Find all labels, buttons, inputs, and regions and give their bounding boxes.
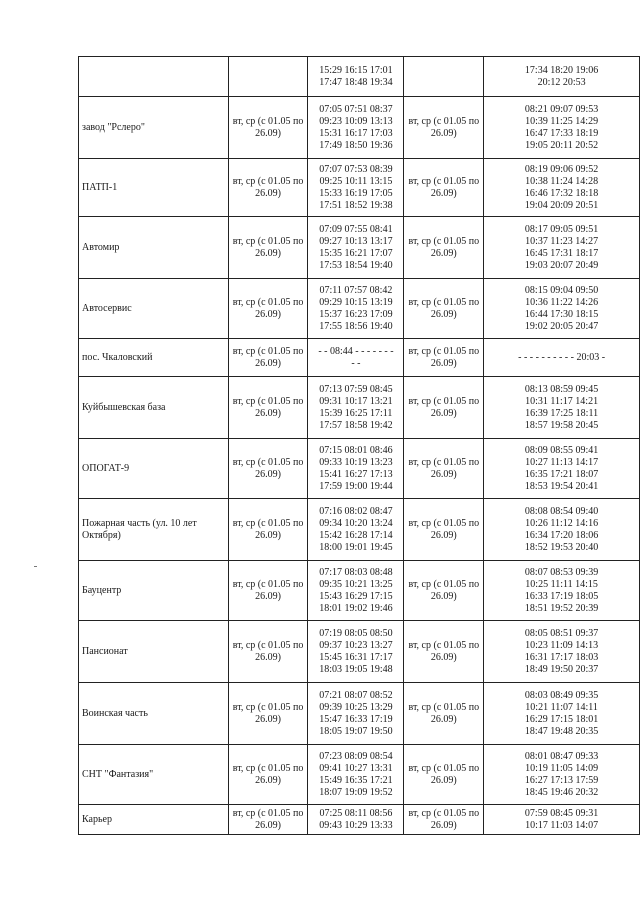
operating-days: вт, ср (с 01.05 по 26.09) (232, 762, 304, 786)
return-times-line: 19:05 20:11 20:52 (525, 139, 599, 151)
operating-days-return-cell (404, 217, 484, 279)
departure-times-cell (308, 217, 404, 279)
departure-times-cell (308, 377, 404, 439)
return-times-line: 19:04 20:09 20:51 (524, 199, 599, 211)
operating-days-return: вт, ср (с 01.05 по 26.09) (408, 639, 480, 663)
operating-days-cell (228, 805, 308, 835)
return-times-line: 08:01 08:47 09:33 (524, 750, 599, 762)
departure-times-line: 18:07 19:09 19:52 (319, 786, 393, 798)
operating-days-return: вт, ср (с 01.05 по 26.09) (408, 235, 480, 259)
operating-days-return: вт, ср (с 01.05 по 26.09) (408, 517, 480, 541)
departure-times-line: 15:31 16:17 17:03 (319, 127, 393, 139)
departure-times-line: 17:47 18:48 19:34 (319, 76, 393, 88)
operating-days-return-cell (404, 499, 484, 561)
table-row (79, 439, 640, 499)
departure-times-line: 15:41 16:27 17:13 (319, 468, 393, 480)
return-times-line: 18:47 19:48 20:35 (524, 725, 599, 737)
departure-times-line: 15:39 16:25 17:11 (319, 407, 393, 419)
departure-times-line: 15:29 16:15 17:01 (319, 64, 393, 76)
operating-days-return: вт, ср (с 01.05 по 26.09) (408, 175, 480, 199)
return-times-cell (484, 57, 640, 97)
stop-name-cell (79, 339, 229, 377)
operating-days-cell (228, 745, 308, 805)
return-times-cell (484, 279, 640, 339)
departure-times-cell (308, 499, 404, 561)
operating-days-cell (228, 621, 308, 683)
departure-times-line: 07:23 08:09 08:54 (319, 750, 393, 762)
return-times-cell (484, 805, 640, 835)
table-row (79, 217, 640, 279)
return-times-line: 10:31 11:17 14:21 (525, 395, 599, 407)
return-times-line: 08:05 08:51 09:37 (524, 627, 599, 639)
return-times-cell (484, 561, 640, 621)
return-times-line: 08:21 09:07 09:53 (524, 103, 599, 115)
operating-days-cell (228, 499, 308, 561)
departure-times-line: 15:47 16:33 17:19 (319, 713, 393, 725)
stop-name-cell (79, 279, 229, 339)
operating-days-cell (228, 683, 308, 745)
table-row (79, 57, 640, 97)
operating-days-return-cell (404, 621, 484, 683)
return-times-line: 16:34 17:20 18:06 (524, 529, 599, 541)
departure-times-line: 07:15 08:01 08:46 (319, 444, 393, 456)
operating-days: вт, ср (с 01.05 по 26.09) (232, 175, 304, 199)
departure-times-line: 17:59 19:00 19:44 (319, 480, 393, 492)
operating-days-return: вт, ср (с 01.05 по 26.09) (408, 701, 480, 725)
return-times-line: 19:02 20:05 20:47 (524, 320, 599, 332)
stop-name-cell (79, 439, 229, 499)
operating-days-return: вт, ср (с 01.05 по 26.09) (408, 456, 480, 480)
stop-name: пос. Чкаловский (82, 351, 153, 363)
stop-name-cell (79, 745, 229, 805)
stop-name-cell (79, 561, 229, 621)
return-times-cell (484, 683, 640, 745)
stop-name: Бауцентр (82, 584, 122, 596)
stop-name: Автосервис (82, 302, 132, 314)
return-times-cell (484, 97, 640, 159)
return-times-line: 07:59 08:45 09:31 (524, 807, 599, 819)
return-times-line: 10:23 11:09 14:13 (525, 639, 599, 651)
return-times-line: - - - - - - - - - - 20:03 - (518, 351, 606, 363)
table-row (79, 745, 640, 805)
stop-name: Карьер (82, 813, 112, 825)
return-times-line: 10:17 11:03 14:07 (525, 819, 599, 831)
departure-times-cell (308, 439, 404, 499)
operating-days: вт, ср (с 01.05 по 26.09) (232, 296, 304, 320)
return-times-line: 10:21 11:07 14:11 (525, 701, 598, 713)
stop-name-cell (79, 499, 229, 561)
operating-days-return: вт, ср (с 01.05 по 26.09) (408, 115, 480, 139)
operating-days-cell (228, 97, 308, 159)
departure-times-line: 15:43 16:29 17:15 (319, 590, 393, 602)
return-times-cell (484, 621, 640, 683)
departure-times-line: 15:45 16:31 17:17 (319, 651, 393, 663)
departure-times-cell (308, 683, 404, 745)
operating-days-cell (228, 377, 308, 439)
stop-name: ПАТП-1 (82, 181, 118, 193)
departure-times-line: 09:34 10:20 13:24 (319, 517, 393, 529)
departure-times-line: 15:37 16:23 17:09 (319, 308, 393, 320)
stop-name-cell (79, 377, 229, 439)
departure-times-line: 09:35 10:21 13:25 (319, 578, 393, 590)
operating-days-return-cell (404, 561, 484, 621)
stop-name-cell (79, 621, 229, 683)
operating-days-return-cell (404, 377, 484, 439)
departure-times-cell (308, 561, 404, 621)
operating-days-return: вт, ср (с 01.05 по 26.09) (408, 395, 480, 419)
return-times-cell (484, 339, 640, 377)
stop-name-cell (79, 805, 229, 835)
departure-times-line: 09:31 10:17 13:21 (319, 395, 393, 407)
departure-times-line: 09:37 10:23 13:27 (319, 639, 393, 651)
return-times-line: 08:15 09:04 09:50 (524, 284, 599, 296)
scan-speck (34, 566, 37, 567)
departure-times-line: 15:49 16:35 17:21 (319, 774, 393, 786)
operating-days-return: вт, ср (с 01.05 по 26.09) (408, 296, 480, 320)
departure-times-line: 18:03 19:05 19:48 (319, 663, 393, 675)
departure-times-line: 17:53 18:54 19:40 (319, 259, 393, 271)
operating-days-return-cell (404, 159, 484, 217)
operating-days: вт, ср (с 01.05 по 26.09) (232, 235, 304, 259)
operating-days-return-cell (404, 745, 484, 805)
return-times-line: 19:03 20:07 20:49 (524, 259, 599, 271)
return-times-line: 18:52 19:53 20:40 (524, 541, 599, 553)
stop-name-cell (79, 97, 229, 159)
return-times-line: 16:31 17:17 18:03 (524, 651, 599, 663)
operating-days-return: вт, ср (с 01.05 по 26.09) (408, 578, 480, 602)
return-times-line: 10:25 11:11 14:15 (525, 578, 598, 590)
departure-times-line: 09:43 10:29 13:33 (319, 819, 393, 831)
operating-days: вт, ср (с 01.05 по 26.09) (232, 578, 304, 602)
return-times-line: 18:45 19:46 20:32 (524, 786, 599, 798)
departure-times-line: 17:55 18:56 19:40 (319, 320, 393, 332)
return-times-cell (484, 217, 640, 279)
return-times-line: 08:03 08:49 09:35 (524, 689, 599, 701)
return-times-line: 16:46 17:32 18:18 (524, 187, 599, 199)
schedule-table (78, 56, 640, 835)
table-row (79, 621, 640, 683)
table-row (79, 499, 640, 561)
departure-times-line: 07:05 07:51 08:37 (319, 103, 393, 115)
departure-times-cell (308, 621, 404, 683)
return-times-cell (484, 499, 640, 561)
return-times-line: 08:17 09:05 09:51 (524, 223, 599, 235)
stop-name-cell (79, 57, 229, 97)
return-times-line: 08:13 08:59 09:45 (524, 383, 599, 395)
table-row (79, 159, 640, 217)
operating-days: вт, ср (с 01.05 по 26.09) (232, 701, 304, 725)
departure-times-line: 07:17 08:03 08:48 (319, 566, 393, 578)
operating-days-return-cell (404, 339, 484, 377)
departure-times-cell (308, 745, 404, 805)
return-times-line: 10:36 11:22 14:26 (525, 296, 599, 308)
stop-name: Пожарная часть (ул. 10 лет Октября) (82, 517, 197, 541)
return-times-cell (484, 159, 640, 217)
departure-times-cell (308, 279, 404, 339)
return-times-line: 16:39 17:25 18:11 (525, 407, 599, 419)
return-times-line: 10:19 11:05 14:09 (525, 762, 599, 774)
return-times-line: 10:37 11:23 14:27 (525, 235, 599, 247)
return-times-cell (484, 745, 640, 805)
stop-name: Автомир (82, 241, 120, 253)
stop-name: Пансионат (82, 645, 128, 657)
operating-days-return-cell (404, 97, 484, 159)
operating-days-return: вт, ср (с 01.05 по 26.09) (408, 345, 480, 369)
return-times-line: 16:45 17:31 18:17 (524, 247, 599, 259)
departure-times-line: 07:19 08:05 08:50 (319, 627, 393, 639)
operating-days: вт, ср (с 01.05 по 26.09) (232, 639, 304, 663)
departure-times-line: - - (351, 357, 361, 369)
departure-times-line: 09:41 10:27 13:31 (319, 762, 393, 774)
table-row (79, 683, 640, 745)
departure-times-line: 17:51 18:52 19:38 (319, 199, 393, 211)
return-times-line: 10:38 11:24 14:28 (525, 175, 599, 187)
departure-times-cell (308, 57, 404, 97)
table-row (79, 97, 640, 159)
departure-times-line: 07:09 07:55 08:41 (319, 223, 393, 235)
return-times-line: 08:08 08:54 09:40 (524, 505, 599, 517)
operating-days-return-cell (404, 683, 484, 745)
departure-times-line: 18:01 19:02 19:46 (319, 602, 393, 614)
departure-times-line: 07:16 08:02 08:47 (319, 505, 393, 517)
operating-days: вт, ср (с 01.05 по 26.09) (232, 807, 304, 831)
return-times-line: 10:26 11:12 14:16 (525, 517, 599, 529)
departure-times-line: 17:57 18:58 19:42 (319, 419, 393, 431)
operating-days-return-cell (404, 57, 484, 97)
return-times-line: 16:35 17:21 18:07 (524, 468, 599, 480)
return-times-line: 16:27 17:13 17:59 (524, 774, 599, 786)
departure-times-line: 15:42 16:28 17:14 (319, 529, 393, 541)
departure-times-line: 09:29 10:15 13:19 (319, 296, 393, 308)
operating-days-return-cell (404, 439, 484, 499)
operating-days: вт, ср (с 01.05 по 26.09) (232, 395, 304, 419)
departure-times-line: 09:25 10:11 13:15 (319, 175, 393, 187)
operating-days: вт, ср (с 01.05 по 26.09) (232, 456, 304, 480)
departure-times-line: 18:00 19:01 19:45 (319, 541, 393, 553)
return-times-line: 18:49 19:50 20:37 (524, 663, 599, 675)
departure-times-line: 07:21 08:07 08:52 (319, 689, 393, 701)
return-times-line: 16:47 17:33 18:19 (524, 127, 599, 139)
departure-times-line: 07:13 07:59 08:45 (319, 383, 393, 395)
return-times-line: 18:57 19:58 20:45 (524, 419, 599, 431)
stop-name: Воинская часть (82, 707, 148, 719)
operating-days-cell (228, 217, 308, 279)
return-times-line: 10:39 11:25 14:29 (525, 115, 599, 127)
stop-name: ОПОГАТ-9 (82, 462, 130, 474)
table-row (79, 805, 640, 835)
table-row (79, 377, 640, 439)
return-times-line: 18:51 19:52 20:39 (524, 602, 599, 614)
departure-times-cell (308, 159, 404, 217)
operating-days: вт, ср (с 01.05 по 26.09) (232, 517, 304, 541)
departure-times-line: 15:35 16:21 17:07 (319, 247, 393, 259)
stop-name-cell (79, 683, 229, 745)
operating-days-return-cell (404, 279, 484, 339)
departure-times-line: 18:05 19:07 19:50 (319, 725, 393, 737)
table-row (79, 279, 640, 339)
operating-days-cell (228, 57, 308, 97)
return-times-line: 20:12 20:53 (537, 76, 586, 88)
return-times-line: 08:19 09:06 09:52 (524, 163, 599, 175)
operating-days: вт, ср (с 01.05 по 26.09) (232, 115, 304, 139)
departure-times-line: 07:11 07:57 08:42 (319, 284, 393, 296)
operating-days-cell (228, 439, 308, 499)
departure-times-cell (308, 805, 404, 835)
return-times-line: 08:07 08:53 09:39 (524, 566, 599, 578)
operating-days-return-cell (404, 805, 484, 835)
return-times-cell (484, 377, 640, 439)
stop-name: СНТ "Фантазия" (82, 768, 154, 780)
return-times-line: 17:34 18:20 19:06 (524, 64, 599, 76)
stop-name-cell (79, 159, 229, 217)
stop-name: завод "Рслеро" (82, 121, 145, 133)
return-times-line: 10:27 11:13 14:17 (525, 456, 599, 468)
operating-days-cell (228, 279, 308, 339)
return-times-line: 16:44 17:30 18:15 (524, 308, 599, 320)
return-times-line: 08:09 08:55 09:41 (524, 444, 599, 456)
departure-times-line: 17:49 18:50 19:36 (319, 139, 393, 151)
return-times-line: 16:33 17:19 18:05 (524, 590, 599, 602)
stop-name-cell (79, 217, 229, 279)
stop-name: Куйбышевская база (82, 401, 166, 413)
departure-times-line: 09:39 10:25 13:29 (319, 701, 393, 713)
return-times-cell (484, 439, 640, 499)
departure-times-line: 15:33 16:19 17:05 (319, 187, 393, 199)
return-times-line: 18:53 19:54 20:41 (524, 480, 599, 492)
operating-days: вт, ср (с 01.05 по 26.09) (232, 345, 304, 369)
departure-times-line: 09:27 10:13 13:17 (319, 235, 393, 247)
operating-days-cell (228, 159, 308, 217)
departure-times-cell (308, 97, 404, 159)
operating-days-return: вт, ср (с 01.05 по 26.09) (408, 762, 480, 786)
table-row (79, 339, 640, 377)
return-times-line: 16:29 17:15 18:01 (524, 713, 599, 725)
departure-times-line: 09:33 10:19 13:23 (319, 456, 393, 468)
departure-times-line: 07:07 07:53 08:39 (319, 163, 393, 175)
table-row (79, 561, 640, 621)
operating-days-cell (228, 561, 308, 621)
operating-days-cell (228, 339, 308, 377)
departure-times-cell (308, 339, 404, 377)
operating-days-return: вт, ср (с 01.05 по 26.09) (408, 807, 480, 831)
departure-times-line: 07:25 08:11 08:56 (319, 807, 393, 819)
departure-times-line: - - 08:44 - - - - - - - (318, 345, 394, 357)
departure-times-line: 09:23 10:09 13:13 (319, 115, 393, 127)
